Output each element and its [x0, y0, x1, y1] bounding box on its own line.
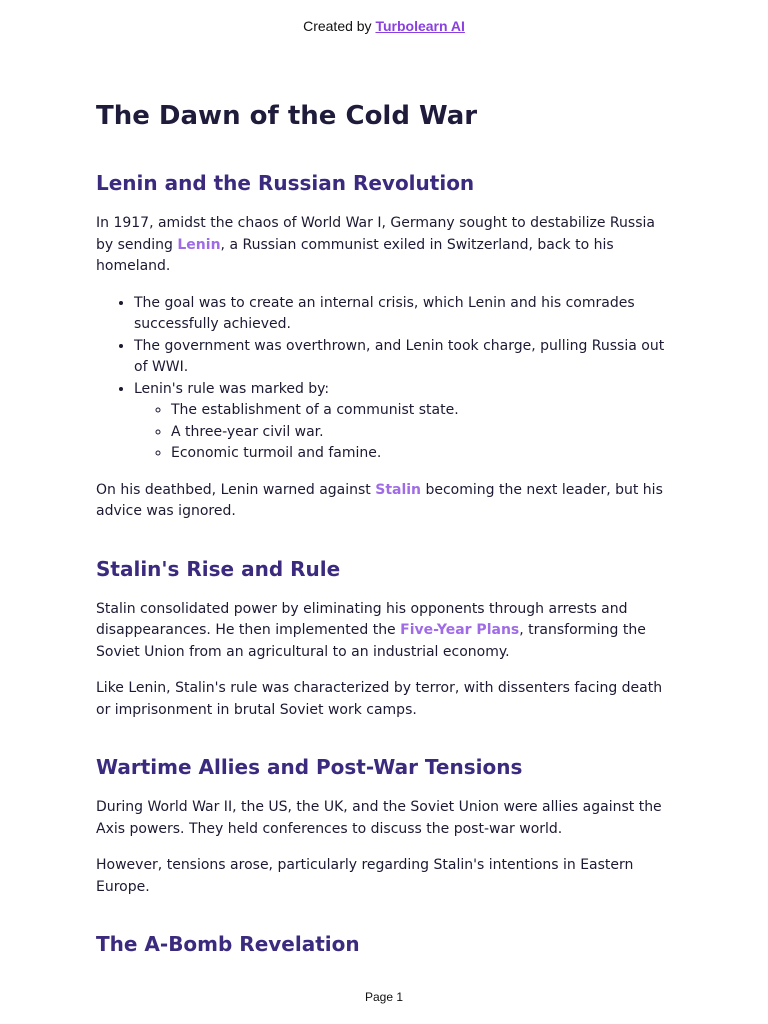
document-content [96, 96, 676, 958]
paragraph-wartime-allies: During World War II, the US, the UK, and the Soviet Union were allies against the Axis powers. They held conferences to discuss the post-war world. [96, 799, 662, 837]
highlight-lenin: Lenin [177, 236, 221, 253]
list-item [134, 379, 676, 465]
section-heading-wartime: Wartime Allies and Post-War Tensions [96, 755, 523, 779]
created-by-label: Created by [303, 18, 372, 34]
document-title: The Dawn of the Cold War [96, 101, 478, 131]
section-heading-abomb: The A-Bomb Revelation [96, 932, 360, 956]
paragraph-stalin-terror: Like Lenin, Stalin's rule was characterized by terror, with dissenters facing death or imprisonment in brutal Soviet work camps. [96, 680, 663, 718]
text-span: In 1917, amidst the chaos of World War I, Germany sought to destabilize Russia by sending [96, 215, 655, 253]
page-number: Page 1 [364, 990, 404, 1004]
text-span: , a Russian communist exiled in Switzerland, back to his homeland. [96, 236, 614, 274]
lenin-sub-list [134, 400, 676, 465]
paragraph-stalin-power [96, 599, 676, 664]
paragraph-lenin-intro [96, 213, 676, 278]
page-header [0, 18, 768, 34]
text-span: becoming the next leader, but his advice was ignored. [96, 481, 663, 519]
text-span: , transforming the Soviet Union from an agricultural to an industrial economy. [96, 622, 646, 660]
paragraph-lenin-deathbed [96, 480, 676, 523]
highlight-five-year-plans: Five-Year Plans [400, 622, 520, 638]
list-item: • The government was overthrown, and Lenin took charge, pulling Russia out of WWI. [134, 336, 676, 379]
section-heading-lenin: Lenin and the Russian Revolution [96, 171, 475, 195]
sub-list-item: ◦ The establishment of a communist state. [171, 400, 676, 422]
text-span: On his deathbed, Lenin warned against [96, 481, 376, 498]
paragraph-tensions: However, tensions arose, particularly regarding Stalin's intentions in Eastern Europe. [96, 857, 634, 895]
highlight-stalin: Stalin [375, 481, 422, 498]
turbolearn-link[interactable]: Turbolearn AI [375, 18, 465, 34]
sub-list-item: ◦ Economic turmoil and famine. [171, 443, 676, 465]
list-item-text: Lenin's rule was marked by: [134, 380, 330, 397]
section-heading-stalin: Stalin's Rise and Rule [96, 556, 341, 581]
lenin-bullet-list [96, 293, 676, 465]
list-item: • The goal was to create an internal crisis, which Lenin and his comrades successfully achieved. [134, 293, 676, 336]
text-span: Stalin consolidated power by eliminating his opponents through arrests and disappearances. He then implemented the [96, 600, 628, 638]
sub-list-item: ◦ A three-year civil war. [171, 422, 676, 444]
